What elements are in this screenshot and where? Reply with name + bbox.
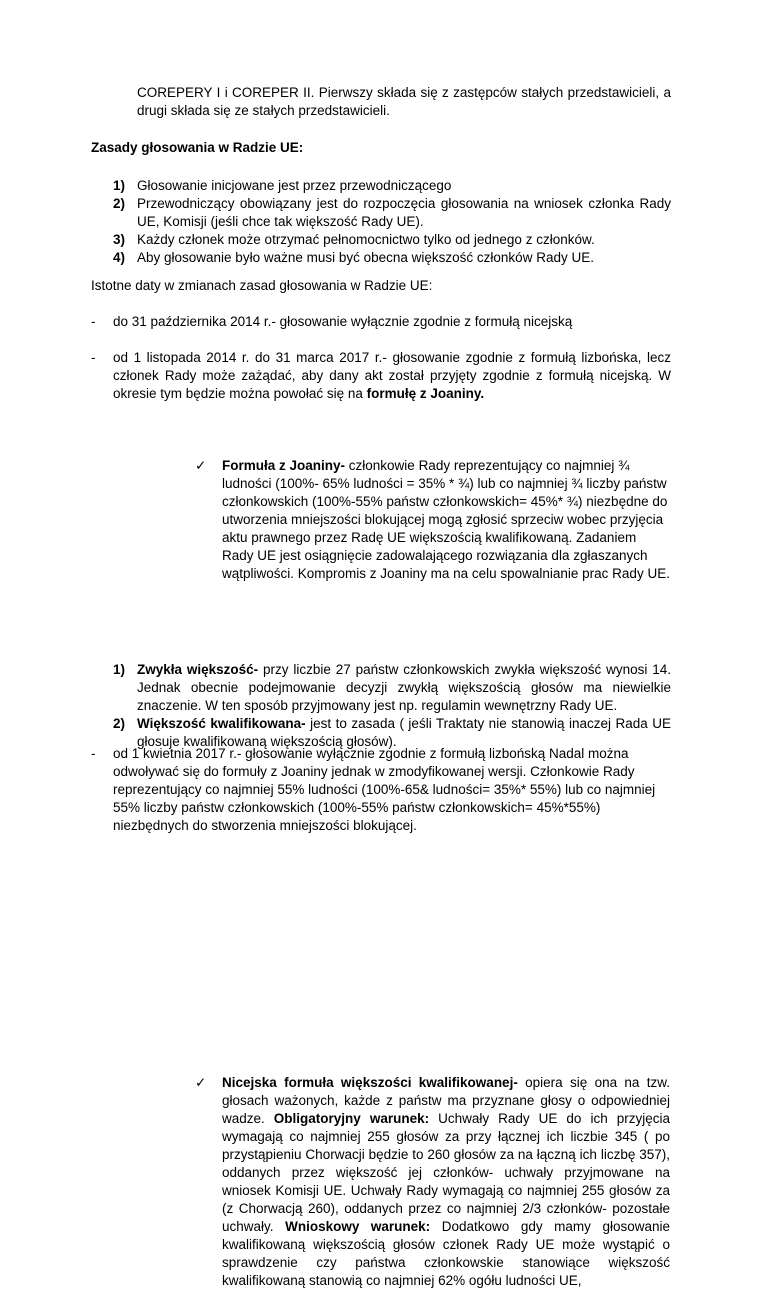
note-text: Formuła z Joaniny- członkowie Rady reprezentujący co najmniej ¾ ludności (100%- 65% ludności = 35% * ¾) lub co najmniej ¾ liczby państw członkowskich (100%-55% państw członkowskich= 45%* ¾) niezbędne do utworzenia mniejszości blokującej mogą zgłosić sprzeciw wobec przyjęcia aktu prawnego przez Radę UE większością kwalifikowaną. Zadaniem Rady UE jest osiągnięcie zadowalającego rozwiązania dla zgłaszanych wątpliwości. Kompromis z Joaniny ma na celu spowalnianie prac Rady UE. <box>222 458 670 581</box>
list-item-rule-3 <box>91 231 671 249</box>
dates-intro-paragraph: Istotne daty w zmianach zasad głosowania w Radzie UE: <box>91 278 433 293</box>
checkmark-icon: ✓ <box>195 458 207 473</box>
intro-paragraph: COREPERY I i COREPER II. Pierwszy składa się z zastępców stałych przedstawicieli, a drugi składa się ze stałych przedstawicieli. <box>137 85 671 118</box>
list-item-text: Każdy członek może otrzymać pełnomocnictwo tylko od jednego z członków. <box>137 232 595 247</box>
list-item-text: Większość kwalifikowana- jest to zasada ( jeśli Traktaty nie stanowią inaczej Rada UE głosuje kwalifikowaną większością głosów). <box>137 716 671 749</box>
date-item-april-2017 <box>91 745 671 835</box>
list-item-rule-2 <box>91 195 671 231</box>
list-item-text: od 1 kwietnia 2017 r.- głosowanie wyłącznie zgodnie z formułą lizbońską Nadal można odwoływać się do formuły z Joaniny jednak w zmodyfikowanej wersji. Członkowie Rady reprezentujący co najmniej 55% ludności (100%-65& ludności= 35%* 55%) lub co najmniej 55% liczby państw członkowskich (100%-55% państw członkowskich= 45%*55%) niezbędnych do stworzenia mniejszości blokującej. <box>113 746 656 833</box>
list-number-marker: 3) <box>113 232 126 247</box>
dash-marker: - <box>91 350 96 365</box>
list-item-rule-4 <box>91 249 671 267</box>
list-item-text: do 31 października 2014 r.- głosowanie wyłącznie zgodnie z formułą nicejską <box>113 314 573 329</box>
list-number-marker: 2) <box>113 196 126 211</box>
list-item-text: Głosowanie inicjowane jest przez przewodniczącego <box>137 178 452 193</box>
list-item-text: Aby głosowanie było ważne musi być obecna większość członków Rady UE. <box>137 250 594 265</box>
majority-types-list <box>91 661 671 751</box>
list-item-rule-1 <box>91 177 671 195</box>
date-item-november-2014 <box>91 349 671 403</box>
dash-marker: - <box>91 746 96 761</box>
list-item-text: Przewodniczący obowiązany jest do rozpoczęcia głosowania na wniosek członka Rady UE, Komisji (jeśli chce tak większość Rady UE). <box>137 196 671 229</box>
list-item-text: Zwykła większość- przy liczbie 27 państw członkowskich zwykła większość wynosi 14. Jednak obecnie podejmowanie decyzji zwykłą większością głosów ma niewielkie znaczenie. W ten sposób przyjmowany jest np. regulamin wewnętrzny Rady UE. <box>137 662 671 713</box>
checkmark-icon: ✓ <box>195 1075 207 1090</box>
list-item-simple-majority <box>91 661 671 715</box>
voting-rules-list <box>91 177 671 267</box>
list-item-qualified-majority <box>91 715 671 751</box>
list-item-text: od 1 listopada 2014 r. do 31 marca 2017 r.- głosowanie zgodnie z formułą lizbońska, lecz członek Rady może zażądać, aby dany akt został przyjęty zgodnie z formułą nicejską. W okresie tym będzie można powołać się na formułę z Joaniny. <box>113 350 671 401</box>
joaniny-formula-note <box>195 457 670 583</box>
date-item-october-2014 <box>91 313 671 331</box>
list-number-marker: 1) <box>113 178 126 193</box>
nice-formula-note <box>195 1074 670 1290</box>
note-text: Nicejska formuła większości kwalifikowanej- opiera się ona na tzw. głosach ważonych, każde z państw ma przyznane głosy o odpowiedniej wadze. Obligatoryjny warunek: Uchwały Rady UE do ich przyjęcia wymagają co najmniej 255 głosów za przy łącznej ich liczbie 345 ( po przystąpieniu Chorwacji będzie to 260 głosów za na łączną ich liczbę 357), oddanych przez większość jej członków- uchwały przyjmowane na wniosek Komisji UE. Uchwały Rady wymagają co najmniej 255 głosów za (z Chorwacją 260), oddanych przez co najmniej 2/3 członków- pozostałe uchwały. Wnioskowy warunek: Dodatkowo gdy mamy głosowanie kwalifikowaną większością głosów członek Rady UE może wystąpić o sprawdzenie czy państwa członkowskie stanowiące większość kwalifikowaną stanowią co najmniej 62% ogółu ludności UE, <box>222 1075 670 1288</box>
dash-marker: - <box>91 314 96 329</box>
section-heading-voting-rules: Zasady głosowania w Radzie UE: <box>91 140 304 155</box>
list-number-marker: 1) <box>113 662 126 677</box>
list-number-marker: 2) <box>113 716 126 731</box>
list-number-marker: 4) <box>113 250 126 265</box>
